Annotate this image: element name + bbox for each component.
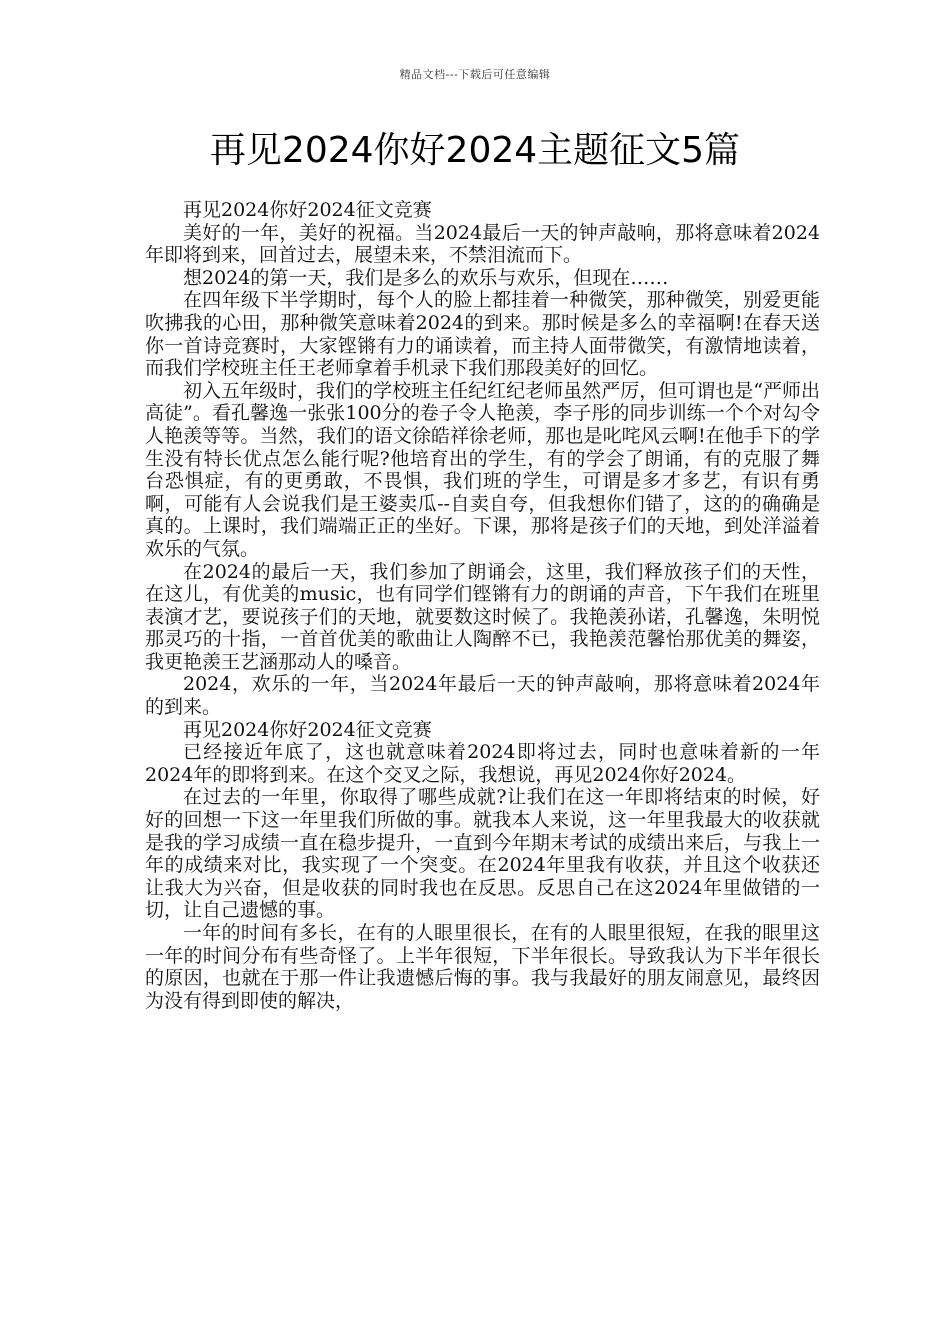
- paragraph: 在四年级下半学期时，每个人的脸上都挂着一种微笑，那种微笑，别爱更能吹拂我的心田，那种微笑意味着2024的到来。那时候是多么的幸福啊!在春天送你一首诗竞赛时，大家铿锵有力的诵读着，而主持人面带微笑，有激情地读着，而我们学校班主任王老师拿着手机录下我们那段美好的回忆。: [145, 289, 820, 380]
- paragraph: 已经接近年底了，这也就意味着2024即将过去，同时也意味着新的一年2024年的即将到来。在这个交叉之际，我想说，再见2024你好2024。: [145, 741, 820, 786]
- paragraph: 2024，欢乐的一年，当2024年最后一天的钟声敲响，那将意味着2024年的到来。: [145, 673, 820, 719]
- paragraph: 在2024的最后一天，我们参加了朗诵会，这里，我们释放孩子们的天性，在这儿，有优美的music，也有同学们铿锵有力的朗诵的声音，下午我们在班里表演才艺，要说孩子们的天地，就要数这时候了。我艳羡孙诺，孔馨逸，朱明悦那灵巧的十指，一首首优美的歌曲让人陶醉不已，我艳羡范馨怡那优美的舞姿，我更艳羡王艺涵那动人的嗓音。: [145, 560, 820, 673]
- paragraph: 一年的时间有多长，在有的人眼里很长，在有的人眼里很短，在我的眼里这一年的时间分布有些奇怪了。上半年很短，下半年很长。导致我认为下半年很长的原因，也就在于那一件让我遗憾后悔的事。我与我最好的朋友闹意见，最终因为没有得到即使的解决，: [145, 922, 820, 1012]
- paragraph: 想2024的第一天，我们是多么的欢乐与欢乐，但现在……: [183, 266, 669, 289]
- document-body: [145, 199, 820, 1012]
- document-title: 再见2024你好2024主题征文5篇: [209, 130, 741, 171]
- paragraph: 美好的一年，美好的祝福。当2024最后一天的钟声敲响，那将意味着2024年即将到来，回首过去，展望未来，不禁泪流而下。: [145, 221, 820, 267]
- paragraph: 初入五年级时，我们的学校班主任纪红纪老师虽然严厉，但可谓也是“严师出高徒”。看孔馨逸一张张100分的卷子令人艳羡，李子彤的同步训练一个个对勾令人艳羡等等。当然，我们的语文徐皓祥徐老师，那也是叱咤风云啊!在他手下的学生没有特长优点怎么能行呢?他培育出的学生，有的学会了朗诵，有的克服了舞台恐惧症，有的更勇敢，不畏惧，我们班的学生，可谓是多才多艺，有识有勇啊，可能有人会说我们是王婆卖瓜--自卖自夸，但我想你们错了，这的的确确是真的。上课时，我们端端正正的坐好。下课，那将是孩子们的天地，到处洋溢着欢乐的气氛。: [145, 379, 820, 560]
- paragraph: 在过去的一年里，你取得了哪些成就?让我们在这一年即将结束的时候，好好的回想一下这一年里我们所做的事。就我本人来说，这一年里我最大的收获就是我的学习成绩一直在稳步提升，一直到今年期末考试的成绩出来后，与我上一年的成绩来对比，我实现了一个突变。在2024年里我有收获，并且这个收获还让我大为兴奋，但是收获的同时我也在反思。反思自己在这2024年里做错的一切，让自己遗憾的事。: [145, 786, 820, 922]
- header-note: 精品文档---下载后可任意编辑: [399, 68, 551, 81]
- paragraph: 再见2024你好2024征文竞赛: [183, 199, 432, 221]
- paragraph: 再见2024你好2024征文竞赛: [183, 718, 432, 741]
